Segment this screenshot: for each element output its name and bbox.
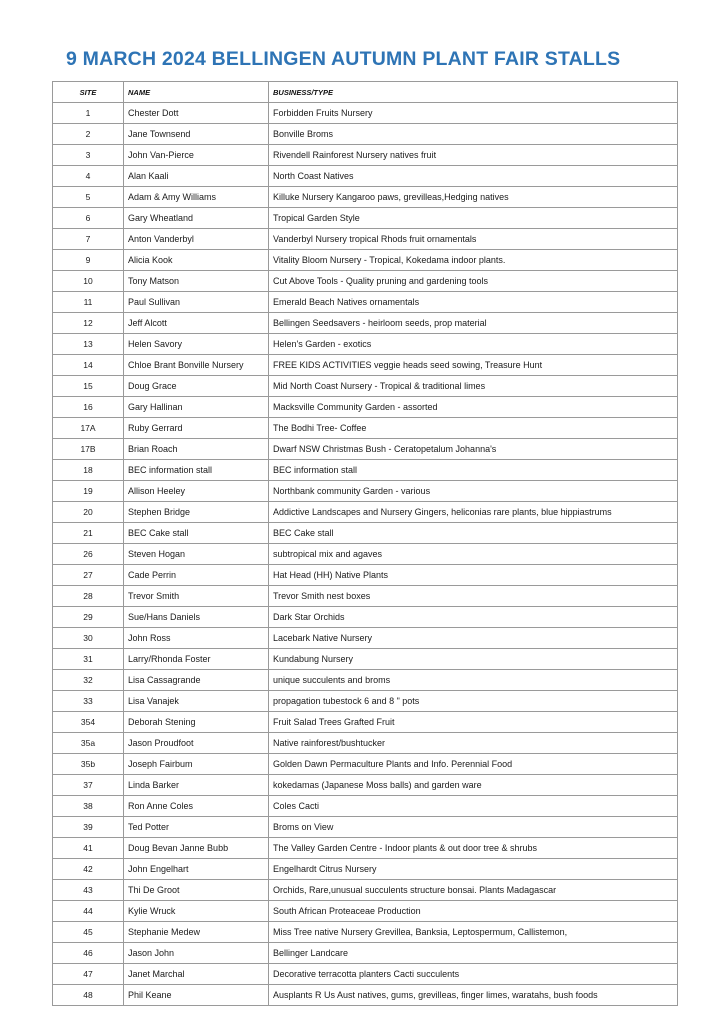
cell-business: Addictive Landscapes and Nursery Gingers, heliconias rare plants, blue hippiastrums <box>269 502 678 523</box>
table-row <box>53 985 678 1006</box>
cell-site: 42 <box>53 859 124 880</box>
cell-business: Fruit Salad Trees Grafted Fruit <box>269 712 678 733</box>
cell-site: 21 <box>53 523 124 544</box>
cell-site: 19 <box>53 481 124 502</box>
cell-name: Chester Dott <box>124 103 269 124</box>
cell-site: 11 <box>53 292 124 313</box>
table-row <box>53 691 678 712</box>
table-row <box>53 544 678 565</box>
cell-business: Bellingen Seedsavers - heirloom seeds, prop material <box>269 313 678 334</box>
cell-business: Dwarf NSW Christmas Bush - Ceratopetalum Johanna's <box>269 439 678 460</box>
cell-business: Engelhardt Citrus Nursery <box>269 859 678 880</box>
cell-name: Steven Hogan <box>124 544 269 565</box>
cell-name: Alicia Kook <box>124 250 269 271</box>
cell-business: Bonville Broms <box>269 124 678 145</box>
cell-site: 3 <box>53 145 124 166</box>
table-row <box>53 943 678 964</box>
cell-business: Emerald Beach Natives ornamentals <box>269 292 678 313</box>
table-row <box>53 502 678 523</box>
cell-business: The Valley Garden Centre - Indoor plants & out door tree & shrubs <box>269 838 678 859</box>
cell-site: 30 <box>53 628 124 649</box>
cell-business: Coles Cacti <box>269 796 678 817</box>
cell-name: John Ross <box>124 628 269 649</box>
cell-name: Jason Proudfoot <box>124 733 269 754</box>
cell-business: Ausplants R Us Aust natives, gums, grevilleas, finger limes, waratahs, bush foods <box>269 985 678 1006</box>
table-row <box>53 166 678 187</box>
cell-business: kokedamas (Japanese Moss balls) and garden ware <box>269 775 678 796</box>
cell-site: 38 <box>53 796 124 817</box>
cell-name: John Van-Pierce <box>124 145 269 166</box>
cell-business: South African Proteaceae Production <box>269 901 678 922</box>
table-row <box>53 334 678 355</box>
table-row <box>53 901 678 922</box>
cell-site: 39 <box>53 817 124 838</box>
table-row <box>53 775 678 796</box>
cell-name: Doug Grace <box>124 376 269 397</box>
cell-business: BEC Cake stall <box>269 523 678 544</box>
cell-business: propagation tubestock 6 and 8 " pots <box>269 691 678 712</box>
cell-name: Ron Anne Coles <box>124 796 269 817</box>
cell-name: Stephanie Medew <box>124 922 269 943</box>
cell-site: 45 <box>53 922 124 943</box>
cell-site: 17B <box>53 439 124 460</box>
stalls-table <box>52 81 678 1006</box>
cell-business: Golden Dawn Permaculture Plants and Info. Perennial Food <box>269 754 678 775</box>
cell-business: Native rainforest/bushtucker <box>269 733 678 754</box>
cell-name: Jeff Alcott <box>124 313 269 334</box>
cell-name: Lisa Cassagrande <box>124 670 269 691</box>
cell-name: Jason John <box>124 943 269 964</box>
cell-site: 16 <box>53 397 124 418</box>
table-row <box>53 880 678 901</box>
cell-site: 35a <box>53 733 124 754</box>
cell-business: Vanderbyl Nursery tropical Rhods fruit ornamentals <box>269 229 678 250</box>
cell-site: 32 <box>53 670 124 691</box>
cell-name: Janet Marchal <box>124 964 269 985</box>
cell-business: Bellinger Landcare <box>269 943 678 964</box>
cell-name: Cade Perrin <box>124 565 269 586</box>
cell-business: Cut Above Tools - Quality pruning and gardening tools <box>269 271 678 292</box>
cell-business: Vitality Bloom Nursery - Tropical, Kokedama indoor plants. <box>269 250 678 271</box>
table-row <box>53 250 678 271</box>
page-title: 9 MARCH 2024 BELLINGEN AUTUMN PLANT FAIR STALLS <box>66 48 621 70</box>
cell-site: 48 <box>53 985 124 1006</box>
cell-site: 43 <box>53 880 124 901</box>
cell-business: Forbidden Fruits Nursery <box>269 103 678 124</box>
cell-site: 28 <box>53 586 124 607</box>
table-row <box>53 418 678 439</box>
cell-name: Sue/Hans Daniels <box>124 607 269 628</box>
cell-business: Macksville Community Garden - assorted <box>269 397 678 418</box>
cell-site: 35b <box>53 754 124 775</box>
cell-site: 9 <box>53 250 124 271</box>
cell-site: 29 <box>53 607 124 628</box>
cell-business: Miss Tree native Nursery Grevillea, Banksia, Leptospermum, Callistemon, <box>269 922 678 943</box>
cell-site: 44 <box>53 901 124 922</box>
cell-name: Chloe Brant Bonville Nursery <box>124 355 269 376</box>
cell-business: Helen's Garden - exotics <box>269 334 678 355</box>
table-row <box>53 922 678 943</box>
table-row <box>53 586 678 607</box>
cell-business: Orchids, Rare,unusual succulents structure bonsai. Plants Madagascar <box>269 880 678 901</box>
cell-name: Joseph Fairbum <box>124 754 269 775</box>
table-row <box>53 145 678 166</box>
table-row <box>53 439 678 460</box>
table-row <box>53 796 678 817</box>
cell-site: 27 <box>53 565 124 586</box>
table-row <box>53 229 678 250</box>
cell-name: Trevor Smith <box>124 586 269 607</box>
cell-name: Brian Roach <box>124 439 269 460</box>
cell-name: Ted Potter <box>124 817 269 838</box>
cell-site: 37 <box>53 775 124 796</box>
cell-business: Hat Head (HH) Native Plants <box>269 565 678 586</box>
table-body <box>53 103 678 1006</box>
cell-business: Decorative terracotta planters Cacti succulents <box>269 964 678 985</box>
table-row <box>53 355 678 376</box>
table-row <box>53 481 678 502</box>
cell-name: Kylie Wruck <box>124 901 269 922</box>
cell-site: 14 <box>53 355 124 376</box>
cell-site: 33 <box>53 691 124 712</box>
cell-business: Broms on View <box>269 817 678 838</box>
cell-site: 12 <box>53 313 124 334</box>
cell-site: 31 <box>53 649 124 670</box>
cell-name: Doug Bevan Janne Bubb <box>124 838 269 859</box>
cell-site: 18 <box>53 460 124 481</box>
cell-name: BEC Cake stall <box>124 523 269 544</box>
column-header-business: BUSINESS/TYPE <box>269 82 678 103</box>
cell-name: Jane Townsend <box>124 124 269 145</box>
cell-business: unique succulents and broms <box>269 670 678 691</box>
cell-site: 26 <box>53 544 124 565</box>
cell-business: Killuke Nursery Kangaroo paws, grevilleas,Hedging natives <box>269 187 678 208</box>
cell-business: Dark Star Orchids <box>269 607 678 628</box>
cell-business: Northbank community Garden - various <box>269 481 678 502</box>
cell-site: 5 <box>53 187 124 208</box>
cell-business: Mid North Coast Nursery - Tropical & traditional limes <box>269 376 678 397</box>
cell-name: Larry/Rhonda Foster <box>124 649 269 670</box>
table-row <box>53 313 678 334</box>
cell-name: Paul Sullivan <box>124 292 269 313</box>
cell-name: Alan Kaali <box>124 166 269 187</box>
table-header-row <box>53 82 678 103</box>
table-row <box>53 670 678 691</box>
cell-name: Linda Barker <box>124 775 269 796</box>
cell-site: 47 <box>53 964 124 985</box>
table-row <box>53 460 678 481</box>
cell-name: Thi De Groot <box>124 880 269 901</box>
cell-name: Ruby Gerrard <box>124 418 269 439</box>
cell-site: 15 <box>53 376 124 397</box>
cell-name: Stephen Bridge <box>124 502 269 523</box>
cell-business: subtropical mix and agaves <box>269 544 678 565</box>
cell-name: Allison Heeley <box>124 481 269 502</box>
cell-business: Rivendell Rainforest Nursery natives fruit <box>269 145 678 166</box>
table-row <box>53 859 678 880</box>
table-row <box>53 649 678 670</box>
table-row <box>53 376 678 397</box>
table-row <box>53 964 678 985</box>
cell-site: 7 <box>53 229 124 250</box>
table-row <box>53 271 678 292</box>
cell-business: Kundabung Nursery <box>269 649 678 670</box>
table-row <box>53 292 678 313</box>
cell-name: Helen Savory <box>124 334 269 355</box>
cell-site: 6 <box>53 208 124 229</box>
cell-site: 354 <box>53 712 124 733</box>
cell-site: 4 <box>53 166 124 187</box>
table-row <box>53 628 678 649</box>
cell-site: 46 <box>53 943 124 964</box>
cell-site: 20 <box>53 502 124 523</box>
cell-business: Trevor Smith nest boxes <box>269 586 678 607</box>
cell-business: BEC information stall <box>269 460 678 481</box>
cell-site: 41 <box>53 838 124 859</box>
cell-site: 10 <box>53 271 124 292</box>
cell-business: The Bodhi Tree- Coffee <box>269 418 678 439</box>
cell-site: 13 <box>53 334 124 355</box>
cell-site: 2 <box>53 124 124 145</box>
table-row <box>53 523 678 544</box>
cell-name: John Engelhart <box>124 859 269 880</box>
cell-name: Gary Wheatland <box>124 208 269 229</box>
table-row <box>53 817 678 838</box>
column-header-name: NAME <box>124 82 269 103</box>
cell-business: Tropical Garden Style <box>269 208 678 229</box>
cell-site: 17A <box>53 418 124 439</box>
column-header-site: SITE <box>53 82 124 103</box>
cell-name: Deborah Stening <box>124 712 269 733</box>
cell-business: FREE KIDS ACTIVITIES veggie heads seed sowing, Treasure Hunt <box>269 355 678 376</box>
cell-business: North Coast Natives <box>269 166 678 187</box>
table-row <box>53 124 678 145</box>
table-row <box>53 208 678 229</box>
table-row <box>53 187 678 208</box>
cell-name: Adam & Amy Williams <box>124 187 269 208</box>
table-row <box>53 397 678 418</box>
table-row <box>53 754 678 775</box>
cell-name: Gary Hallinan <box>124 397 269 418</box>
table-row <box>53 733 678 754</box>
cell-name: Lisa Vanajek <box>124 691 269 712</box>
cell-name: Phil Keane <box>124 985 269 1006</box>
cell-name: Tony Matson <box>124 271 269 292</box>
table-header <box>53 82 678 103</box>
table-row <box>53 838 678 859</box>
cell-business: Lacebark Native Nursery <box>269 628 678 649</box>
table-row <box>53 565 678 586</box>
cell-site: 1 <box>53 103 124 124</box>
table-row <box>53 712 678 733</box>
table-row <box>53 103 678 124</box>
cell-name: BEC information stall <box>124 460 269 481</box>
table-row <box>53 607 678 628</box>
cell-name: Anton Vanderbyl <box>124 229 269 250</box>
